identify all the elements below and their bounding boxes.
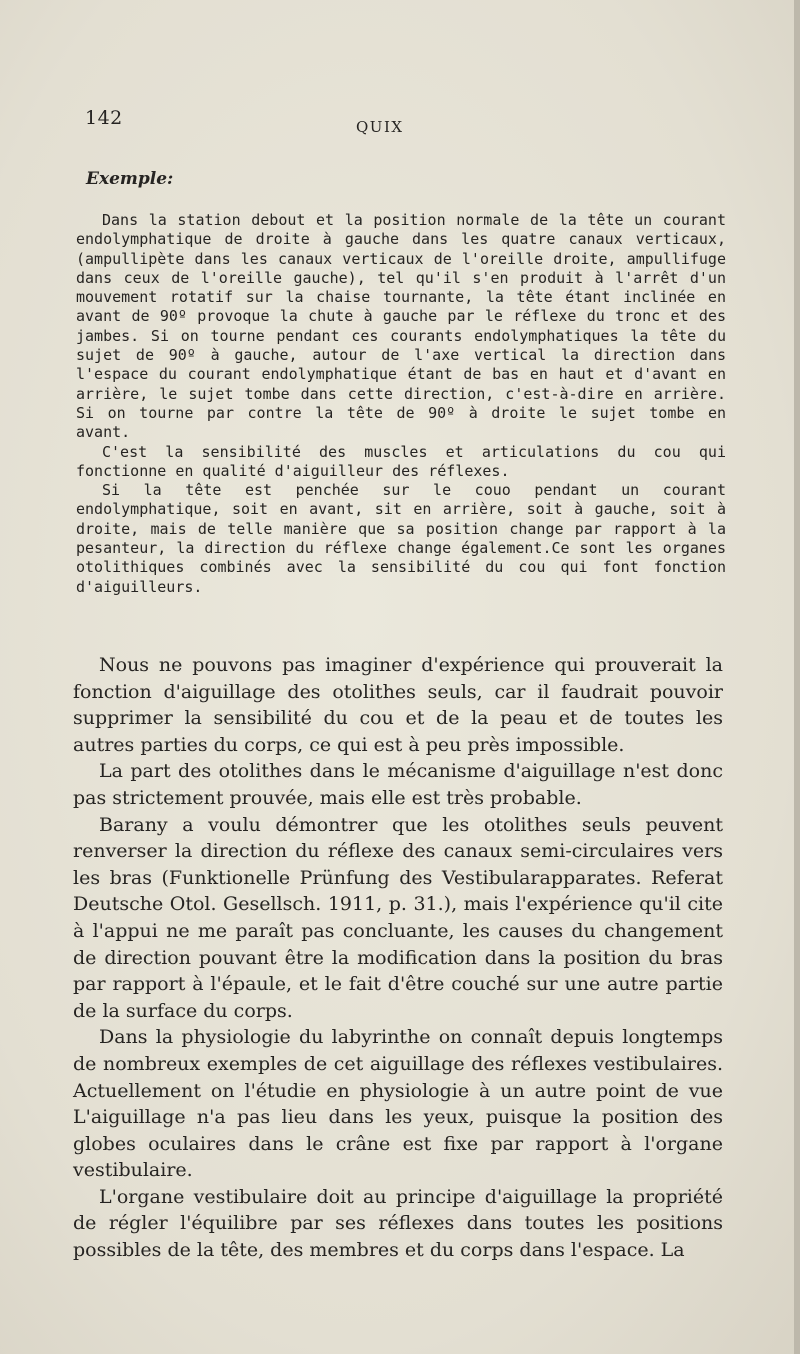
example-paragraph: Si la tête est penchée sur le couo pendant un courant endolymphatique, soit en avant, sit en arrière, soit à gauche, soit à droite, mais de telle manière que sa position change par rapport à la pesanteur, la direction du réflexe change également.Ce sont les organes otolithiques combinés avec la sensibilité du cou qui font fonction d'aiguilleurs. (76, 481, 726, 596)
body-paragraph: La part des otolithes dans le mécanisme d'aiguillage n'est donc pas strictement prouvée, mais elle est très probable. (73, 760, 723, 809)
body-paragraph: Dans la physiologie du labyrinthe on connaît depuis longtemps de nombreux exemples de cet aiguillage des réflexes vestibulaires. Actuellement on l'étudie en physiologie à un autre point de vue L'aiguillage n'a pas lieu dans les yeux, puisque la position des globes oculaires dans le crâne est fixe par rapport à l'organe vestibulaire. (73, 1026, 723, 1182)
running-head: QUIX (356, 118, 404, 136)
example-paragraph: C'est la sensibilité des muscles et articulations du cou qui fonctionne en qualité d'aiguilleur des réflexes. (76, 442, 726, 480)
page-edge (794, 0, 800, 1354)
body-paragraph: Barany a voulu démontrer que les otolithes seuls peuvent renverser la direction du réflexe des canaux semi-circulaires vers les bras (Funktionelle Prünfung des Vestibularapparates. Referat Deutsche Otol. Gesellsch. 1911, p. 31.), mais l'expérience qu'il cite à l'appui ne me paraît pas concluante, les causes du changement de direction pouvant être la modification dans la position du bras par rapport à l'épaule, et le fait d'être couché sur une autre partie de la surface du corps. (73, 813, 723, 1022)
example-block (76, 211, 726, 597)
page-header (0, 107, 800, 141)
example-heading: Exemple: (86, 169, 174, 189)
page-number: 142 (85, 107, 123, 129)
body-paragraph: Nous ne pouvons pas imaginer d'expérience qui prouverait la fonction d'aiguillage des otolithes seuls, car il faudrait pouvoir supprimer la sensibilité du cou et de la peau et de toutes les autres parties du corps, ce qui est à peu près impossible. (73, 654, 723, 756)
body-paragraph: L'organe vestibulaire doit au principe d'aiguillage la propriété de régler l'équilibre par ses réflexes dans toutes les positions possibles de la tête, des membres et du corps dans l'espace. La (73, 1185, 723, 1262)
example-paragraph: Dans la station debout et la position normale de la tête un courant endolymphatique de droite à gauche dans les quatre canaux verticaux, (ampullipète dans les canaux verticaux de l'oreille droite, ampullifuge dans ceux de l'oreille gauche), tel qu'il s'en produit à l'arrêt d'un mouvement rotatif sur la chaise tournante, la tête étant inclinée en avant de 90º provoque la chute à gauche par le réflexe du tronc et des jambes. Si on tourne pendant ces courants endolymphatiques la tête du sujet de 90º à gauche, autour de l'axe vertical la direction dans l'espace du courant endolymphatique étant de bas en haut et d'avant en arrière, le sujet tombe dans cette direction, c'est-à-dire en arrière. Si on tourne par contre la tête de 90º à droite le sujet tombe en avant. (76, 211, 726, 442)
main-text (73, 652, 723, 1264)
